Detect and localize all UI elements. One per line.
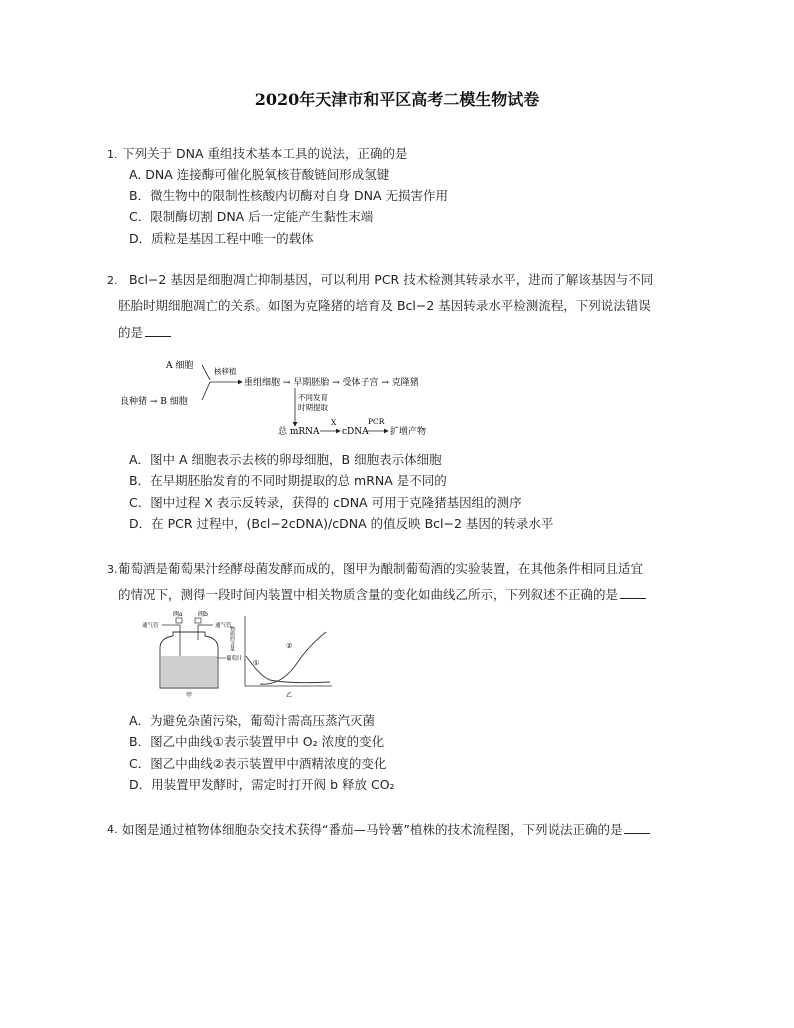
outlet-label: 通气管	[215, 623, 232, 629]
question-1-option-d: D．质粒是基因工程中唯一的载体	[129, 231, 314, 246]
question-1-number: 1.	[107, 148, 118, 161]
question-2-number: 2.	[107, 274, 118, 287]
diagram-x-label: X	[331, 418, 337, 427]
diagram-pcr-label: PCR	[368, 417, 385, 426]
question-1-stem: 下列关于 DNA 重组技术基本工具的说法，正确的是	[122, 146, 408, 161]
question-1-option-b: B．微生物中的限制性核酸内切酶对自身 DNA 无损害作用	[129, 188, 449, 203]
question-3-stem-line1: 葡萄酒是葡萄果汁经酵母菌发酵而成的，图甲为酿制葡萄酒的实验装置，在其他条件相同且适宜	[118, 561, 644, 576]
question-2-stem-line3: 的是	[118, 324, 171, 341]
diagram-chain: 重组细胞 → 早期胚胎 → 受体子宫 → 克隆猪	[244, 378, 419, 388]
question-2-option-d: D．在 PCR 过程中，(Bcl−2cDNA)/cDNA 的值反映 Bcl−2 基因的转录水平	[129, 516, 554, 531]
grape-juice-fill	[161, 656, 217, 687]
question-1-option-c: C．限制酶切割 DNA 后一定能产生黏性末端	[129, 209, 374, 224]
diagram-mrna: 总 mRNA	[278, 427, 320, 437]
diagram-extract-2: 时期提取	[298, 403, 328, 412]
label-jia: 甲	[186, 692, 193, 698]
diagram-merge-line-b	[202, 382, 210, 400]
answer-blank	[145, 324, 171, 337]
question-3-option-b: B．图乙中曲线①表示装置甲中 O₂ 浓度的变化	[129, 734, 385, 749]
question-2-stem-line2: 胚胎时期细胞凋亡的关系。如图为克隆猪的培育及 Bcl−2 基因转录水平检测流程，下列说法错误	[118, 298, 651, 313]
question-1-option-a: A. DNA 连接酶可催化脱氧核苷酸链间形成氢键	[129, 167, 390, 182]
question-3-option-c: C．图乙中曲线②表示装置甲中酒精浓度的变化	[129, 756, 387, 771]
label-yi: 乙	[286, 692, 293, 698]
exam-title: 2020年天津市和平区高考二模生物试卷	[254, 90, 540, 109]
diagram-nuclear-transfer: 核移植	[214, 367, 237, 376]
diagram-a-cell: A 细胞	[166, 361, 194, 371]
cloning-flow-diagram	[118, 352, 448, 440]
inlet-label: 通气管	[142, 623, 159, 629]
chart-y-label: 物质的含量	[229, 626, 235, 651]
question-2-option-c: C．图中过程 X 表示反转录，获得的 cDNA 可用于克隆猪基因组的测序	[129, 495, 522, 510]
valve-a-icon	[176, 618, 182, 623]
answer-blank	[620, 586, 646, 599]
diagram-extract-1: 不同发育	[298, 393, 328, 402]
question-3-number: 3.	[107, 563, 118, 576]
question-3-stem-line2: 的情况下，测得一段时间内装置中相关物质含量的变化如曲线乙所示，下列叙述不正确的是	[118, 586, 646, 603]
curve-1-label: ①	[253, 659, 260, 667]
question-4-stem: 如图是通过植物体细胞杂交技术获得“番茄—马铃薯”植株的技术流程图，下列说法正确的是	[122, 821, 650, 838]
question-3-option-a: A．为避免杂菌污染，葡萄汁需高压蒸汽灭菌	[129, 713, 376, 728]
diagram-cdna: cDNA	[342, 427, 369, 437]
question-3-option-d: D．用装置甲发酵时，需定时打开阀 b 释放 CO₂	[129, 777, 395, 792]
question-4-number: 4.	[107, 823, 118, 836]
diagram-merge-line-a	[202, 365, 210, 380]
curve-2-label: ②	[286, 642, 293, 650]
fermentation-figure	[140, 606, 340, 698]
juice-label: 葡萄汁	[226, 656, 243, 662]
question-2-stem-line1: Bcl−2 基因是细胞凋亡抑制基因，可以利用 PCR 技术检测其转录水平，进而了解该基因与不同	[129, 272, 654, 287]
question-2-option-b: B．在早期胚胎发育的不同时期提取的总 mRNA 是不同的	[129, 473, 447, 488]
valve-b-icon	[195, 618, 201, 623]
diagram-b-cell: 良种猪 → B 细胞	[120, 397, 188, 407]
curve-2-line	[260, 632, 326, 684]
valve-b-label: 阀b	[198, 611, 208, 618]
valve-a-label: 阀a	[173, 611, 183, 618]
answer-blank	[624, 821, 650, 834]
diagram-product: 扩增产物	[390, 427, 427, 437]
question-2-option-a: A．图中 A 细胞表示去核的卵母细胞，B 细胞表示体细胞	[129, 452, 442, 467]
